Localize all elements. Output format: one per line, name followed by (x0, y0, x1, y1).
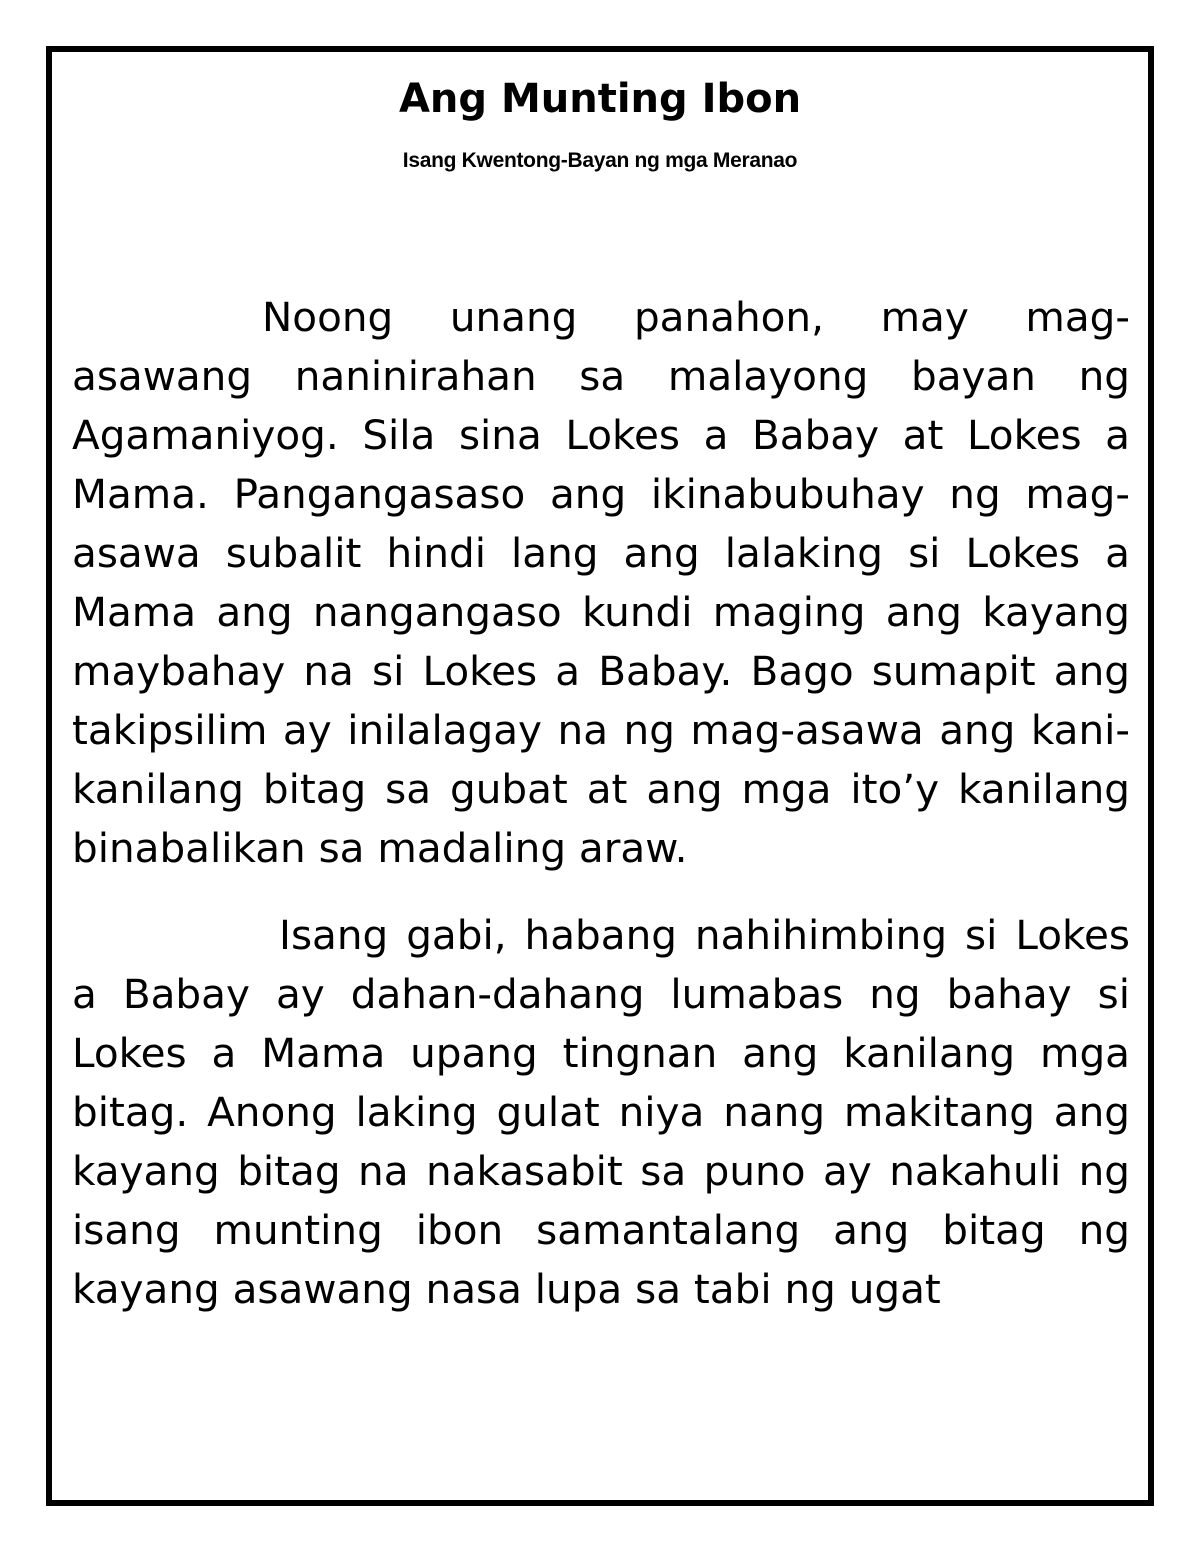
page-border (46, 46, 1154, 1506)
paragraph-2: Isang gabi, habang nahihimbing si Lokes a Babay ay dahan-dahang lumabas ng bahay si Lokes a Mama upang tingnan ang kanilang mga bitag. Anong laking gulat niya nang makitang ang kayang bitag na nakasabit sa puno ay nakahuli ng isang munting ibon samantalang ang bitag ng kayang asawang nasa lupa sa tabi ng ugat (72, 911, 1130, 1313)
story-subtitle: Isang Kwentong-Bayan ng mga Meranao (402, 149, 798, 172)
story-title: Ang Munting Ibon (398, 76, 802, 122)
paragraph-1: Noong unang panahon, may mag-asawang naninirahan sa malayong bayan ng Agamaniyog. Sila sina Lokes a Babay at Lokes a Mama. Pangangasaso ang ikinabubuhay ng mag-asawa subalit hindi lang ang lalaking si Lokes a Mama ang nangangaso kundi maging ang kayang maybahay na si Lokes a Babay. Bago sumapit ang takipsilim ay inilalagay na ng mag-asawa ang kani-kanilang bitag sa gubat at ang mga ito’y kanilang binabalikan sa madaling araw. (72, 293, 1130, 872)
story-body (72, 288, 1130, 1347)
